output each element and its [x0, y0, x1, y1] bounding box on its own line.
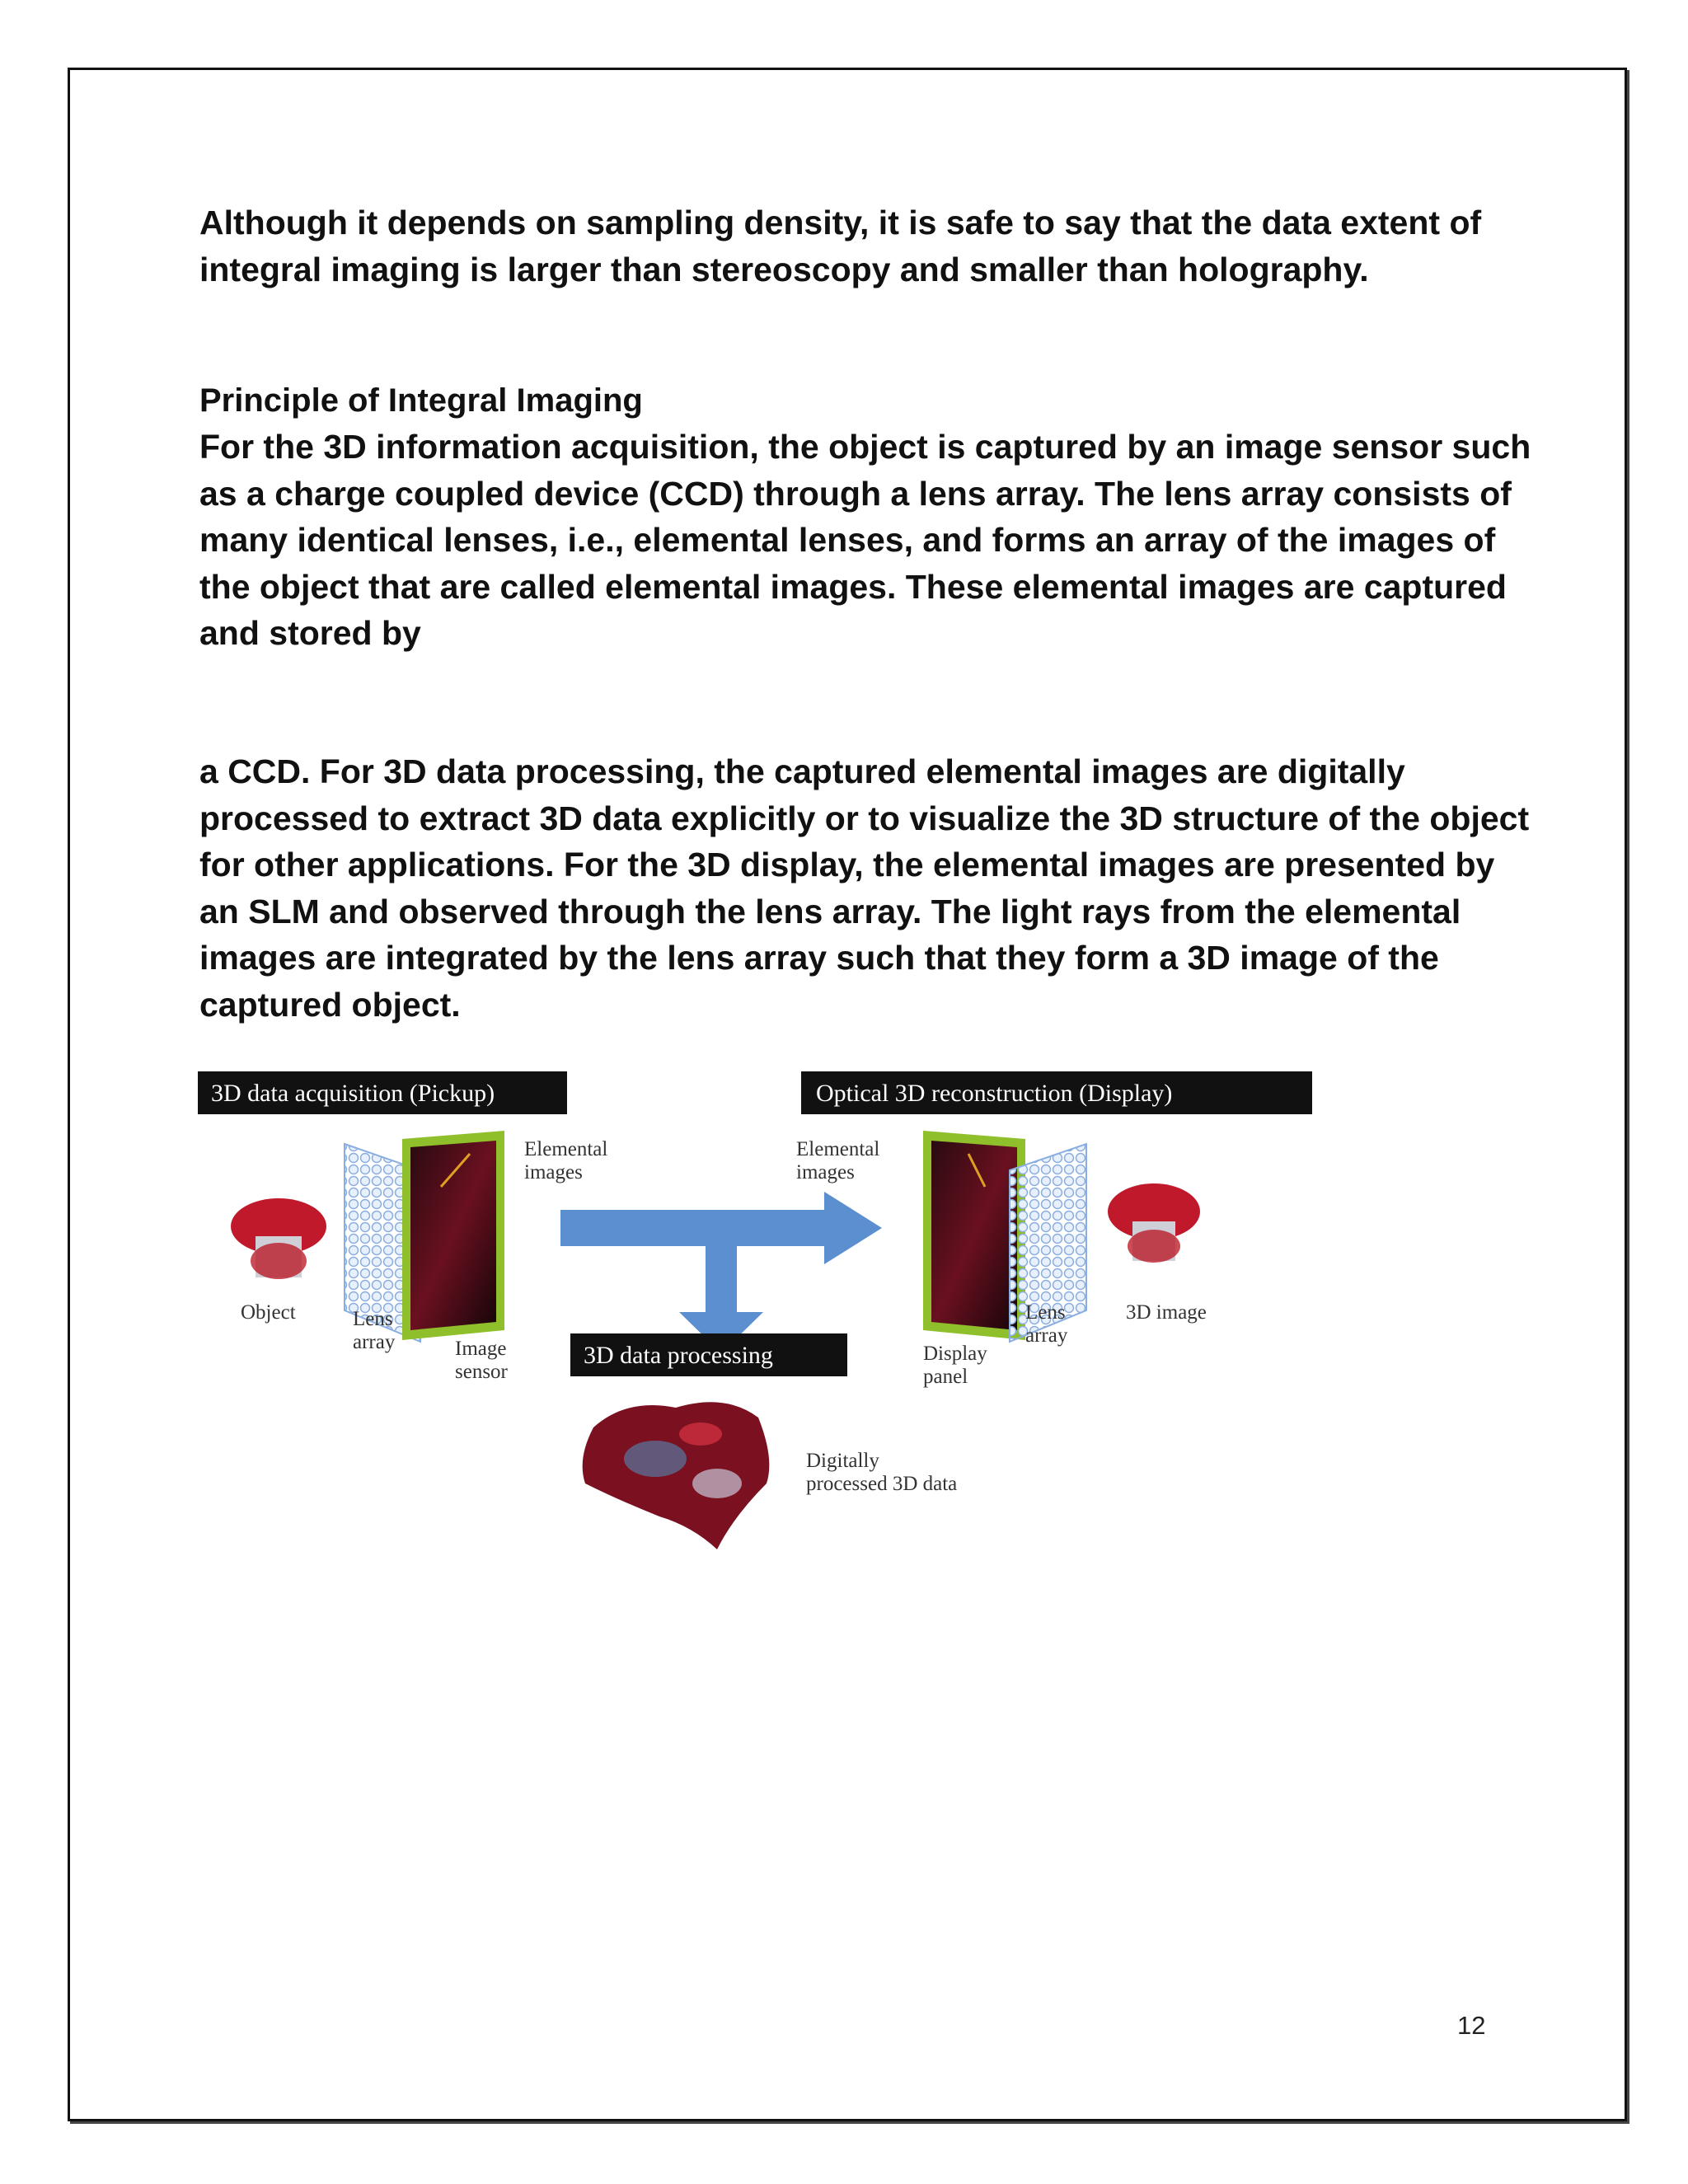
processed-3d-surface-icon — [583, 1402, 770, 1549]
label-display-panel-2: panel — [923, 1366, 968, 1388]
label-elemental-images-left: Elemental — [524, 1138, 608, 1160]
label-elemental-images-left-2: images — [524, 1161, 583, 1183]
processing-title: 3D data processing — [584, 1342, 773, 1369]
display-title: Optical 3D reconstruction (Display) — [816, 1080, 1173, 1107]
label-elemental-images-right-2: images — [796, 1161, 855, 1183]
reconstructed-object-icon — [1108, 1183, 1200, 1263]
image-sensor-icon — [402, 1131, 504, 1340]
display-title-box — [801, 1071, 1312, 1114]
paragraph-acquisition: For the 3D information acquisition, the object is captured by an image sensor such as a charge coupled device (CCD) through a lens array. The lens array consists of many identical lenses, i.e., elemental lenses, and forms an array of the images of the object that are called elemental images. These elemental images are captured and stored by — [199, 428, 1531, 652]
label-lens-array-left-2: array — [353, 1331, 396, 1353]
label-lens-array-right: Lens — [1025, 1301, 1066, 1324]
label-lens-array-right-2: array — [1025, 1324, 1068, 1347]
label-3d-image: 3D image — [1126, 1301, 1207, 1324]
label-object: Object — [241, 1301, 296, 1324]
figure-svg — [198, 1071, 1319, 1549]
processing-title-box — [570, 1333, 847, 1376]
label-lens-array-left: Lens — [353, 1308, 393, 1330]
label-digitally-processed: Digitally — [806, 1450, 879, 1472]
integral-imaging-figure — [198, 1071, 1319, 1549]
flow-arrow — [560, 1192, 882, 1353]
label-image-sensor: Image — [455, 1338, 507, 1360]
paragraph-intro: Although it depends on sampling density, it is safe to say that the data extent of integral imaging is larger than stereoscopy and smaller than holography. — [199, 204, 1482, 288]
paragraph-processing: a CCD. For 3D data processing, the captured elemental images are digitally processed to extract 3D data explicitly or to visualize the 3D structure of the object for other applications. For the 3D display, the elemental images are presented by an SLM and observed through the lens array. The light rays from the elemental images are integrated by the lens array such that they form a 3D image of the captured object. — [199, 752, 1530, 1024]
pickup-title: 3D data acquisition (Pickup) — [211, 1080, 495, 1107]
label-digitally-processed-2: processed 3D data — [806, 1473, 958, 1495]
label-image-sensor-2: sensor — [455, 1361, 508, 1383]
page-number: 12 — [1457, 2011, 1486, 2040]
object-icon — [231, 1198, 326, 1279]
label-elemental-images-right: Elemental — [796, 1138, 880, 1160]
section-heading: Principle of Integral Imaging — [199, 382, 643, 419]
label-display-panel: Display — [923, 1343, 987, 1365]
pickup-title-box — [198, 1071, 567, 1114]
